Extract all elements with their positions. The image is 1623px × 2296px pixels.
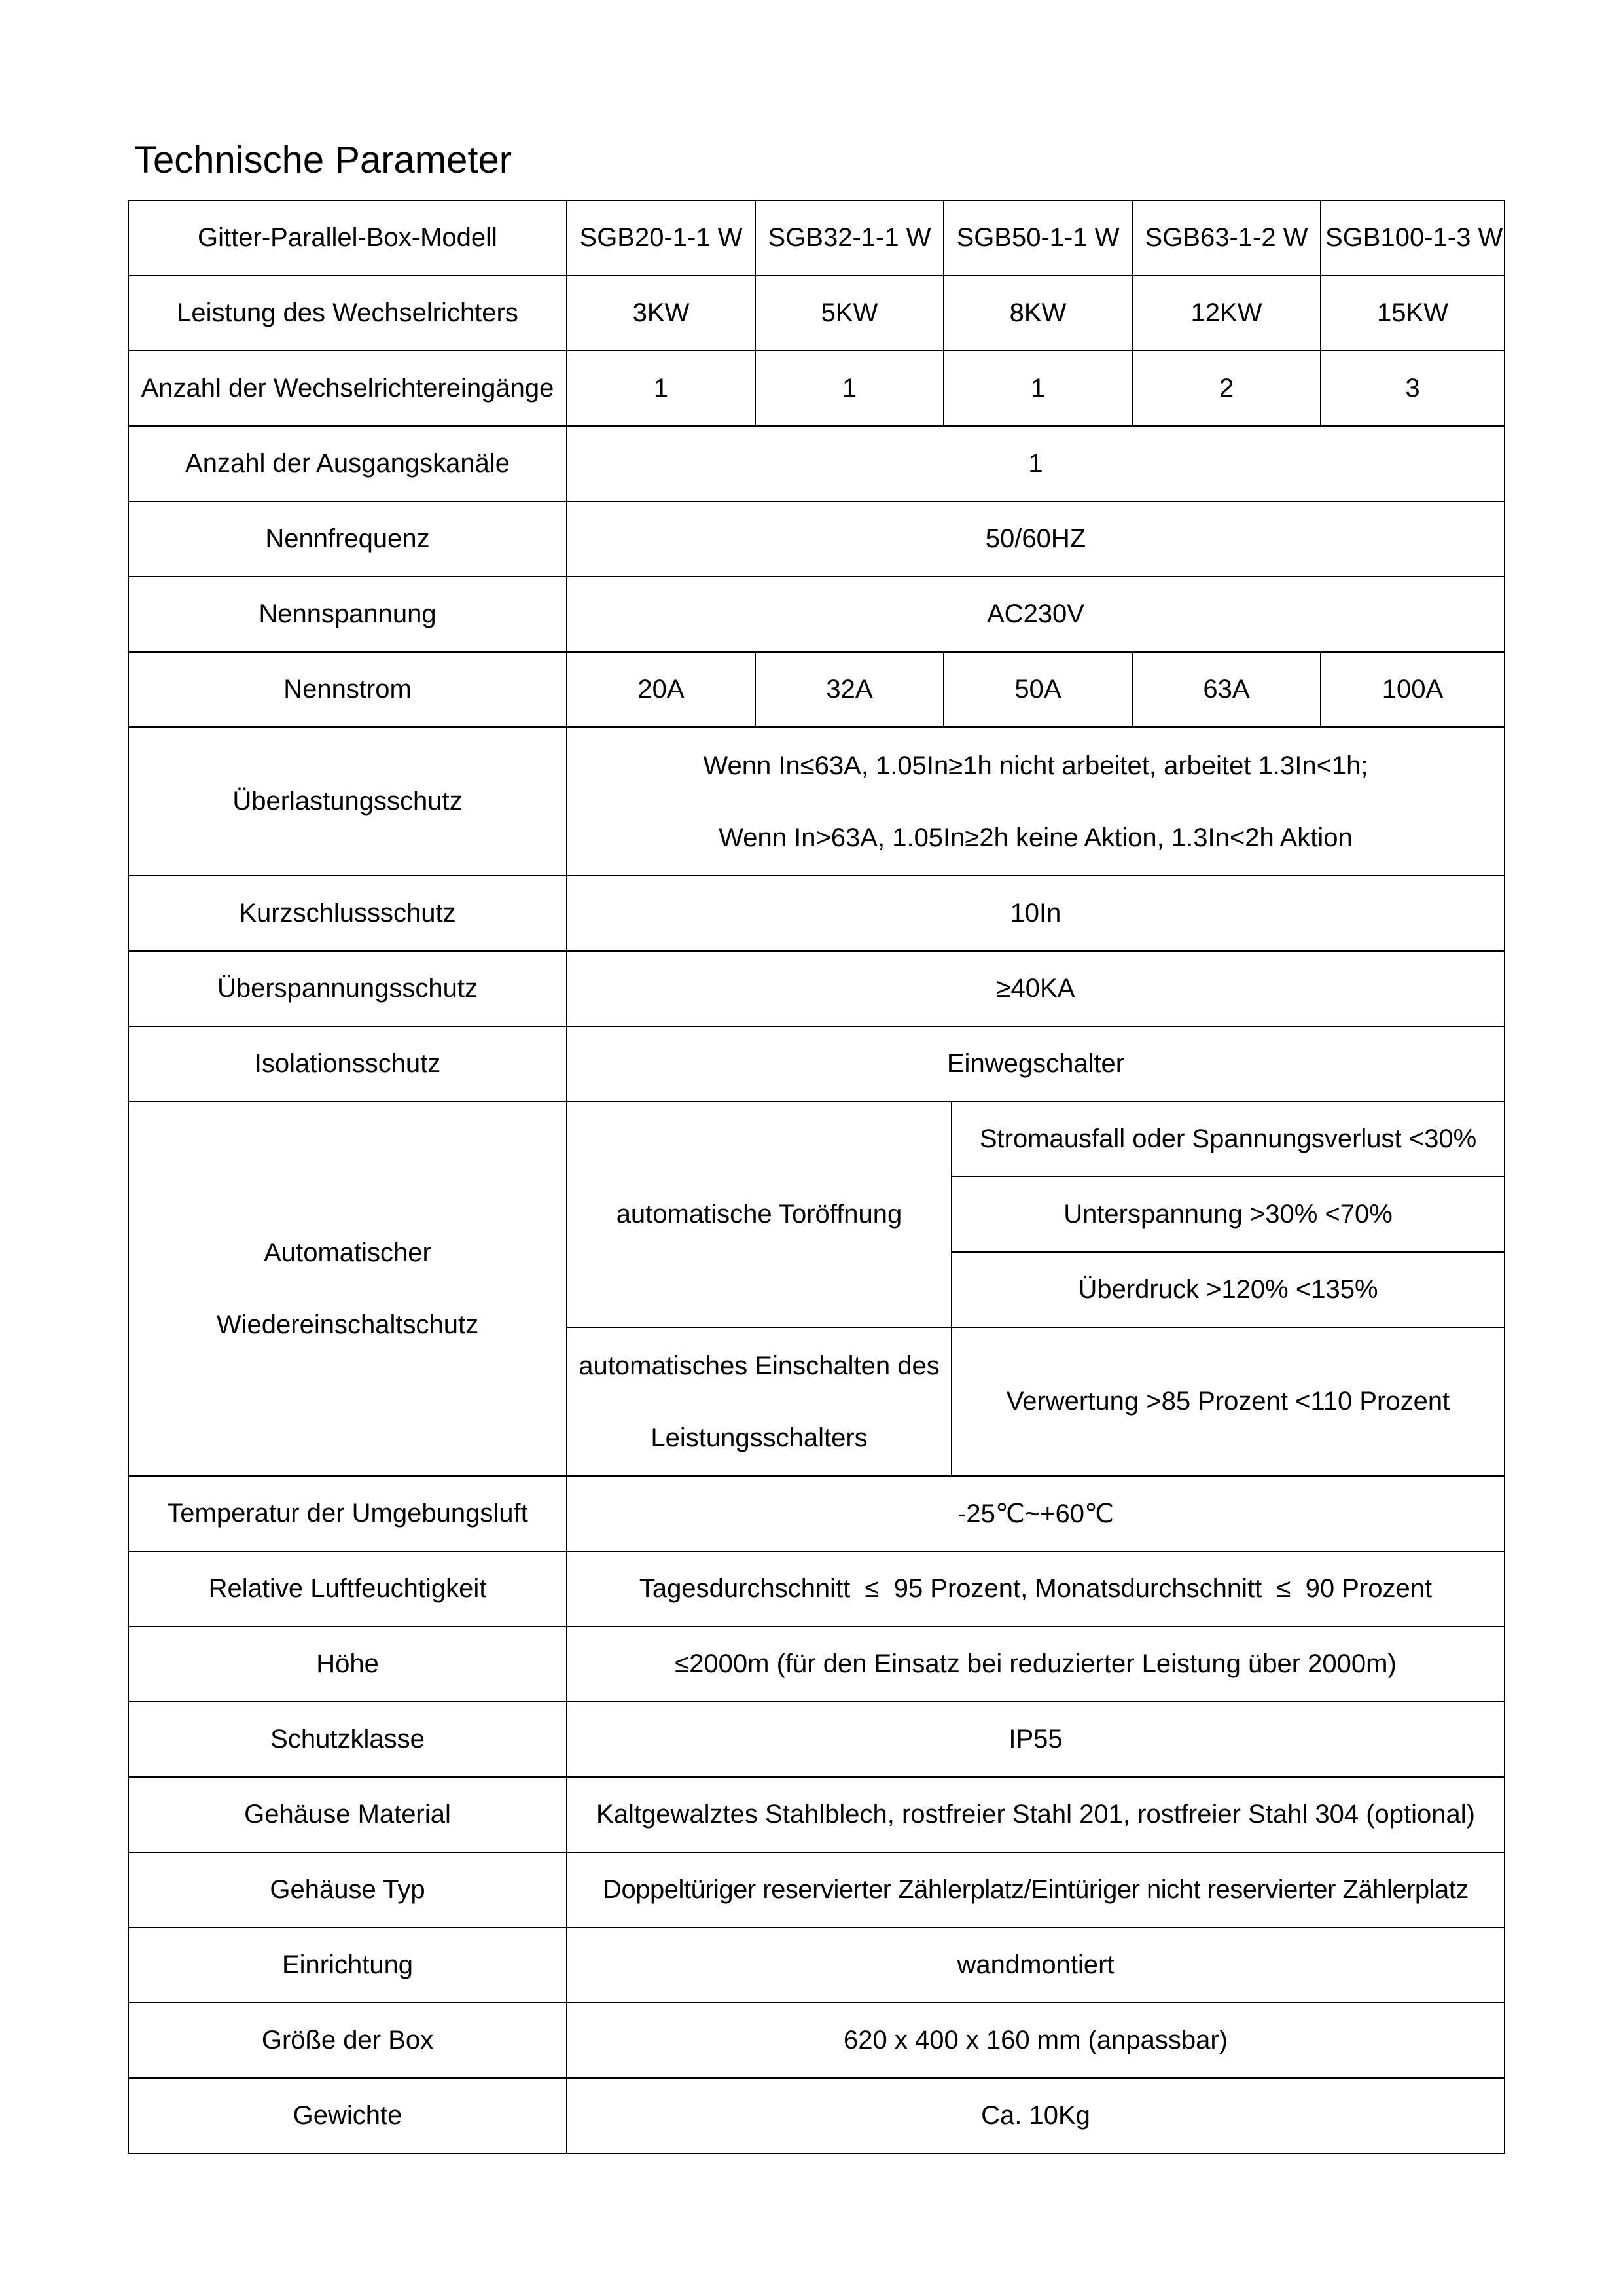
reclosing-label-line-2: Wiedereinschaltschutz bbox=[216, 1310, 479, 1339]
row-label: Größe der Box bbox=[128, 2003, 567, 2078]
table-row-altitude bbox=[128, 1626, 1505, 1702]
spec-table bbox=[128, 200, 1505, 2154]
row-label: Überspannungsschutz bbox=[128, 951, 567, 1026]
model-cell: SGB32-1-1 W bbox=[755, 200, 944, 276]
switch-on-line-1: automatisches Einschalten des bbox=[579, 1351, 940, 1380]
value-cell: 50A bbox=[944, 652, 1132, 727]
table-row-nominal-voltage bbox=[128, 577, 1505, 652]
table-row-overvoltage bbox=[128, 951, 1505, 1026]
row-label: Höhe bbox=[128, 1626, 567, 1702]
table-row-protection-class bbox=[128, 1702, 1505, 1777]
value-cell: 620 x 400 x 160 mm (anpassbar) bbox=[567, 2003, 1505, 2078]
table-row-short-circuit bbox=[128, 876, 1505, 951]
value-cell: 5KW bbox=[755, 276, 944, 351]
value-cell: 1 bbox=[944, 351, 1132, 426]
table-row-installation bbox=[128, 1928, 1505, 2003]
value-cell: Einwegschalter bbox=[567, 1026, 1505, 1102]
value-cell: 3 bbox=[1321, 351, 1505, 426]
table-row-housing-material bbox=[128, 1777, 1505, 1852]
switch-on-cell bbox=[567, 1327, 952, 1476]
value-cell: 63A bbox=[1132, 652, 1321, 727]
value-cell: 2 bbox=[1132, 351, 1321, 426]
value-cell: Kaltgewalztes Stahlblech, rostfreier Stahl 201, rostfreier Stahl 304 (optional) bbox=[567, 1777, 1505, 1852]
table-row-overload bbox=[128, 727, 1505, 876]
table-row-reclosing bbox=[128, 1102, 1505, 1177]
value-cell: 8KW bbox=[944, 276, 1132, 351]
model-cell: SGB63-1-2 W bbox=[1132, 200, 1321, 276]
value-cell: AC230V bbox=[567, 577, 1505, 652]
row-label: Gitter-Parallel-Box-Modell bbox=[128, 200, 567, 276]
row-label: Gewichte bbox=[128, 2078, 567, 2153]
value-cell: 1 bbox=[567, 351, 755, 426]
value-cell: IP55 bbox=[567, 1702, 1505, 1777]
value-cell: Tagesdurchschnitt ≤ 95 Prozent, Monatsdurchschnitt ≤ 90 Prozent bbox=[567, 1551, 1505, 1626]
row-label: Nennfrequenz bbox=[128, 501, 567, 577]
table-row-weight bbox=[128, 2078, 1505, 2153]
row-label: Überlastungsschutz bbox=[128, 727, 567, 876]
row-label: Nennspannung bbox=[128, 577, 567, 652]
table-row-output-channels bbox=[128, 426, 1505, 501]
row-label: Anzahl der Wechselrichtereingänge bbox=[128, 351, 567, 426]
value-cell: 32A bbox=[755, 652, 944, 727]
table-row-inverter-power bbox=[128, 276, 1505, 351]
table-row-nominal-frequency bbox=[128, 501, 1505, 577]
table-row-isolation bbox=[128, 1026, 1505, 1102]
table-row-model bbox=[128, 200, 1505, 276]
model-cell: SGB50-1-1 W bbox=[944, 200, 1132, 276]
row-label: Temperatur der Umgebungsluft bbox=[128, 1476, 567, 1551]
row-label: Einrichtung bbox=[128, 1928, 567, 2003]
row-label: Isolationsschutz bbox=[128, 1026, 567, 1102]
value-cell: 12KW bbox=[1132, 276, 1321, 351]
table-row-inverter-inputs bbox=[128, 351, 1505, 426]
row-label: Anzahl der Ausgangskanäle bbox=[128, 426, 567, 501]
overload-line-1: Wenn In≤63A, 1.05In≥1h nicht arbeitet, arbeitet 1.3In<1h; bbox=[703, 751, 1368, 780]
reclosing-label-line-1: Automatischer bbox=[264, 1238, 431, 1267]
value-cell: 100A bbox=[1321, 652, 1505, 727]
model-cell: SGB20-1-1 W bbox=[567, 200, 755, 276]
value-cell: ≤2000m (für den Einsatz bei reduzierter Leistung über 2000m) bbox=[567, 1626, 1505, 1702]
overpressure-cell: Überdruck >120% <135% bbox=[952, 1252, 1505, 1327]
power-loss-cell: Stromausfall oder Spannungsverlust <30% bbox=[952, 1102, 1505, 1177]
overload-line-2: Wenn In>63A, 1.05In≥2h keine Aktion, 1.3In<2h Aktion bbox=[719, 823, 1353, 852]
value-cell: wandmontiert bbox=[567, 1928, 1505, 2003]
table-row-housing-type bbox=[128, 1852, 1505, 1928]
row-label: Gehäuse Typ bbox=[128, 1852, 567, 1928]
table-row-box-size bbox=[128, 2003, 1505, 2078]
reclosing-label bbox=[128, 1102, 567, 1476]
utilization-cell: Verwertung >85 Prozent <110 Prozent bbox=[952, 1327, 1505, 1476]
switch-on-line-2: Leistungsschalters bbox=[651, 1423, 868, 1452]
value-cell: 1 bbox=[755, 351, 944, 426]
value-cell: 3KW bbox=[567, 276, 755, 351]
page-title: Technische Parameter bbox=[134, 139, 512, 181]
value-cell: Doppeltüriger reservierter Zählerplatz/Eintüriger nicht reservierter Zählerplatz bbox=[567, 1852, 1505, 1928]
value-cell: 15KW bbox=[1321, 276, 1505, 351]
row-label: Kurzschlussschutz bbox=[128, 876, 567, 951]
overload-cell bbox=[567, 727, 1505, 876]
value-cell: 50/60HZ bbox=[567, 501, 1505, 577]
value-cell: Ca. 10Kg bbox=[567, 2078, 1505, 2153]
door-open-cell: automatische Toröffnung bbox=[567, 1102, 952, 1327]
value-cell: 20A bbox=[567, 652, 755, 727]
table-row-nominal-current bbox=[128, 652, 1505, 727]
row-label: Relative Luftfeuchtigkeit bbox=[128, 1551, 567, 1626]
value-cell: -25℃~+60℃ bbox=[567, 1476, 1505, 1551]
undervoltage-cell: Unterspannung >30% <70% bbox=[952, 1177, 1505, 1252]
table-row-ambient-temperature bbox=[128, 1476, 1505, 1551]
row-label: Schutzklasse bbox=[128, 1702, 567, 1777]
row-label: Nennstrom bbox=[128, 652, 567, 727]
table-row-humidity bbox=[128, 1551, 1505, 1626]
value-cell: 10In bbox=[567, 876, 1505, 951]
model-cell: SGB100-1-3 W bbox=[1321, 200, 1505, 276]
value-cell: 1 bbox=[567, 426, 1505, 501]
row-label: Leistung des Wechselrichters bbox=[128, 276, 567, 351]
row-label: Gehäuse Material bbox=[128, 1777, 567, 1852]
value-cell: ≥40KA bbox=[567, 951, 1505, 1026]
